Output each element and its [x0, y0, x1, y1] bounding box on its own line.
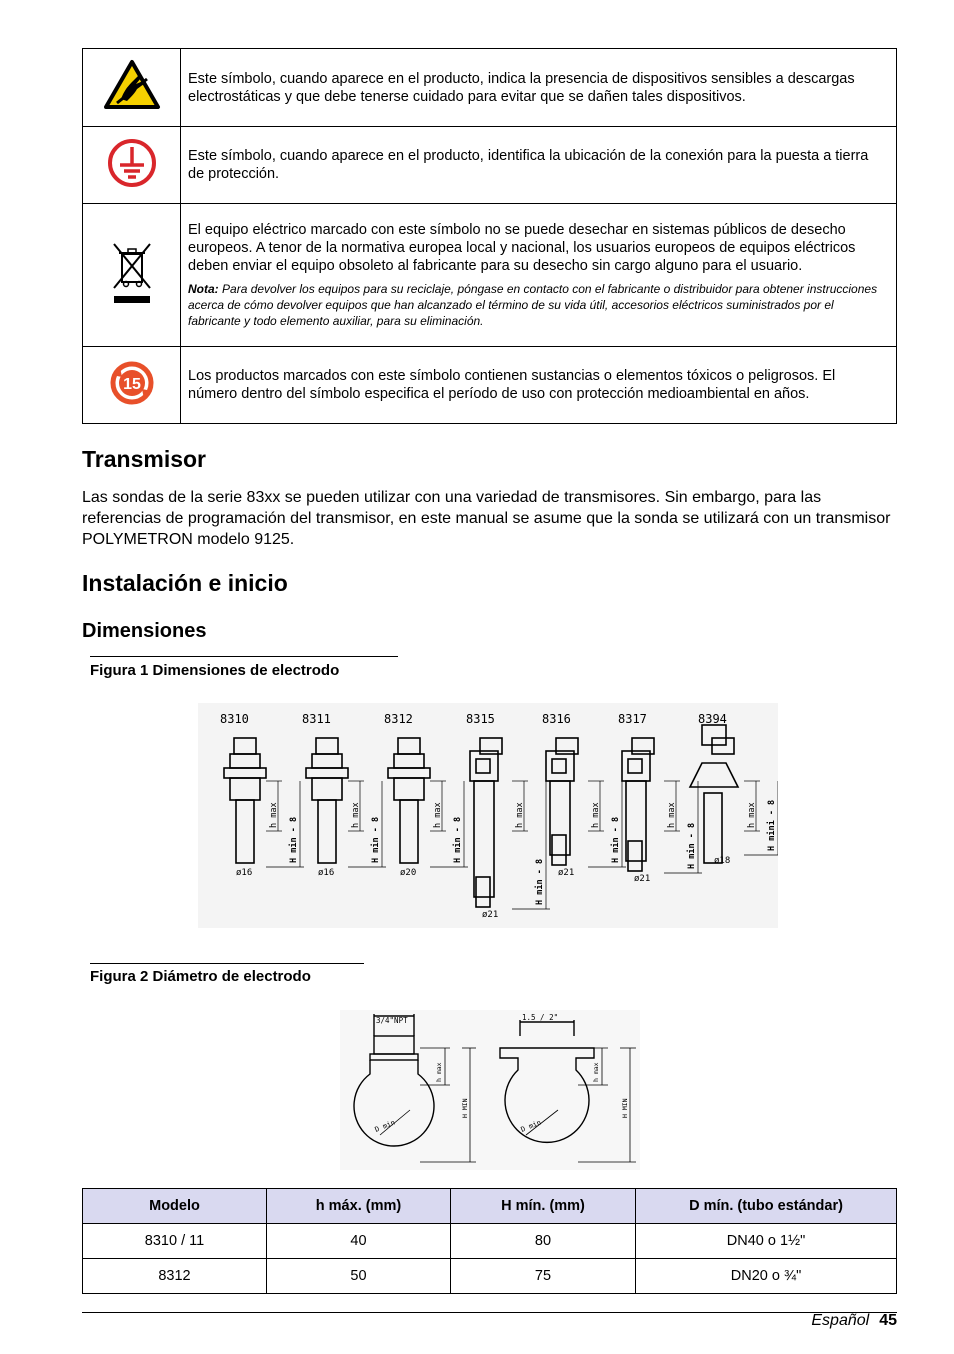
H-min-label: H min - 8 — [371, 816, 381, 863]
model-label-8312: 8312 — [384, 712, 413, 726]
table-row — [83, 1259, 897, 1294]
diameter-label: ø18 — [714, 856, 731, 866]
symbol-row-earth — [83, 127, 897, 204]
symbol-text-esd: Este símbolo, cuando aparece en el producto, indica la presencia de dispositivos sensibles a descargas electrostáticas y que debe tenerse cuidado para evitar que se dañen tales dispositivos. — [181, 49, 897, 127]
protective-earth-icon — [106, 137, 158, 189]
model-label-8310: 8310 — [220, 712, 249, 726]
symbol-row-weee — [83, 204, 897, 347]
right-d-label: D min — [519, 1118, 543, 1134]
note-text: Para devolver los equipos para su reciclaje, póngase en contacto con el fabricante o distribuidor para obtener instrucciones acerca de cómo devolver equipos que han alcanzado el término de su vida útil, accesorios eléctricos suministrados por el fabricante y todo elemento auxiliar, para su eliminación. — [188, 282, 878, 328]
h-max-label: h max — [591, 802, 601, 828]
table-header-row — [83, 1189, 897, 1224]
diameter-label: ø21 — [558, 868, 575, 878]
footer-page-number: 45 — [879, 1312, 897, 1329]
symbol-text-efup: Los productos marcados con este símbolo contienen sustancias o elementos tóxicos o peligrosos. El número dentro del símbolo especifica el período de uso con protección medioambiental en años. — [181, 347, 897, 424]
h-max-label: h max — [515, 802, 525, 828]
table-cell: 50 — [267, 1259, 451, 1294]
figure2-caption: Figura 2 Diámetro de electrodo — [90, 968, 311, 985]
diameter-label: ø20 — [400, 868, 417, 878]
table-cell: DN20 o ¾" — [636, 1259, 897, 1294]
figure1-caption: Figura 1 Dimensiones de electrodo — [90, 662, 340, 679]
figure1-drawing — [198, 703, 778, 928]
figure1-rule — [90, 656, 398, 657]
diameter-label: ø21 — [482, 910, 499, 920]
efup-15-icon — [108, 359, 156, 407]
h-max-label: h max — [667, 802, 677, 828]
H-min-label: H min - 8 — [453, 816, 463, 863]
weee-crossed-bin-icon — [106, 240, 158, 306]
symbol-row-esd — [83, 49, 897, 127]
table-cell: 40 — [267, 1224, 451, 1259]
diameter-label: ø16 — [236, 868, 253, 878]
table-cell: 8312 — [83, 1259, 267, 1294]
symbol-icon-cell — [83, 204, 181, 347]
symbol-text-earth: Este símbolo, cuando aparece en el producto, identifica la ubicación de la conexión para la puesta a tierra de protección. — [181, 127, 897, 204]
weee-note — [188, 281, 888, 329]
heading-dimensiones: Dimensiones — [82, 620, 207, 642]
table-cell: 80 — [451, 1224, 636, 1259]
table-cell: 8310 / 11 — [83, 1224, 267, 1259]
h-max-label: h max — [747, 802, 757, 828]
symbol-icon-cell — [83, 49, 181, 127]
table-header-cell: Modelo — [83, 1189, 267, 1224]
H-min-label: H min - 8 — [535, 858, 545, 905]
table-header-cell: D mín. (tubo estándar) — [636, 1189, 897, 1224]
model-label-8311: 8311 — [302, 712, 331, 726]
diameter-label: ø16 — [318, 868, 335, 878]
H-min-label: H mini - 8 — [767, 799, 777, 851]
figure2-drawing — [340, 1010, 640, 1170]
left-thread-label: 3/4"NPT — [376, 1016, 408, 1025]
symbol-text-weee — [181, 204, 897, 347]
symbol-icon-cell — [83, 347, 181, 424]
table-header-cell: H mín. (mm) — [451, 1189, 636, 1224]
footer-rule — [82, 1312, 897, 1313]
symbol-icon-cell — [83, 127, 181, 204]
left-H-label: H MIN — [461, 1098, 469, 1118]
H-min-label: H min - 8 — [289, 816, 299, 863]
diameter-label: ø21 — [634, 874, 651, 884]
H-min-label: H min - 8 — [611, 816, 621, 863]
dimensions-table — [82, 1188, 897, 1294]
left-d-label: D min — [373, 1118, 397, 1134]
table-cell: 75 — [451, 1259, 636, 1294]
h-max-label: h max — [433, 802, 443, 828]
model-label-8394: 8394 — [698, 712, 727, 726]
heading-transmisor: Transmisor — [82, 446, 206, 472]
weee-main-text: El equipo eléctrico marcado con este símbolo no se puede desechar en sistemas públicos de desecho europeos. A tenor de la normativa europea local y nacional, los usuarios europeos de equipos eléctricos deben enviar el equipo obsoleto al fabricante para su desecho sin cargo alguno para el usuario. — [188, 222, 856, 274]
h-max-label: h max — [269, 802, 279, 828]
H-min-label: H min - 8 — [687, 822, 697, 869]
left-h-label: h max — [435, 1062, 443, 1082]
symbols-table — [82, 48, 897, 424]
table-cell: DN40 o 1½" — [636, 1224, 897, 1259]
page-footer — [811, 1312, 897, 1330]
note-label: Nota: — [188, 282, 219, 296]
model-label-8316: 8316 — [542, 712, 571, 726]
right-thread-label: 1.5 / 2" — [522, 1013, 559, 1022]
h-max-label: h max — [351, 802, 361, 828]
model-label-8317: 8317 — [618, 712, 647, 726]
figure2-rule — [90, 963, 364, 964]
table-row — [83, 1224, 897, 1259]
model-label-8315: 8315 — [466, 712, 495, 726]
efup-number: 15 — [122, 375, 141, 393]
transmisor-paragraph: Las sondas de la serie 83xx se pueden utilizar con una variedad de transmisores. Sin embargo, para las referencias de programación del transmisor, en este manual se asume que la sonda se utilizará con un transmisor POLYMETRON modelo 9125. — [82, 489, 891, 548]
symbol-row-efup — [83, 347, 897, 424]
esd-warning-icon — [103, 59, 161, 111]
right-H-label: H MIN — [621, 1098, 629, 1118]
right-h-label: h max — [592, 1062, 600, 1082]
footer-language: Español — [811, 1312, 870, 1329]
heading-instalacion: Instalación e inicio — [82, 570, 288, 596]
table-header-cell: h máx. (mm) — [267, 1189, 451, 1224]
